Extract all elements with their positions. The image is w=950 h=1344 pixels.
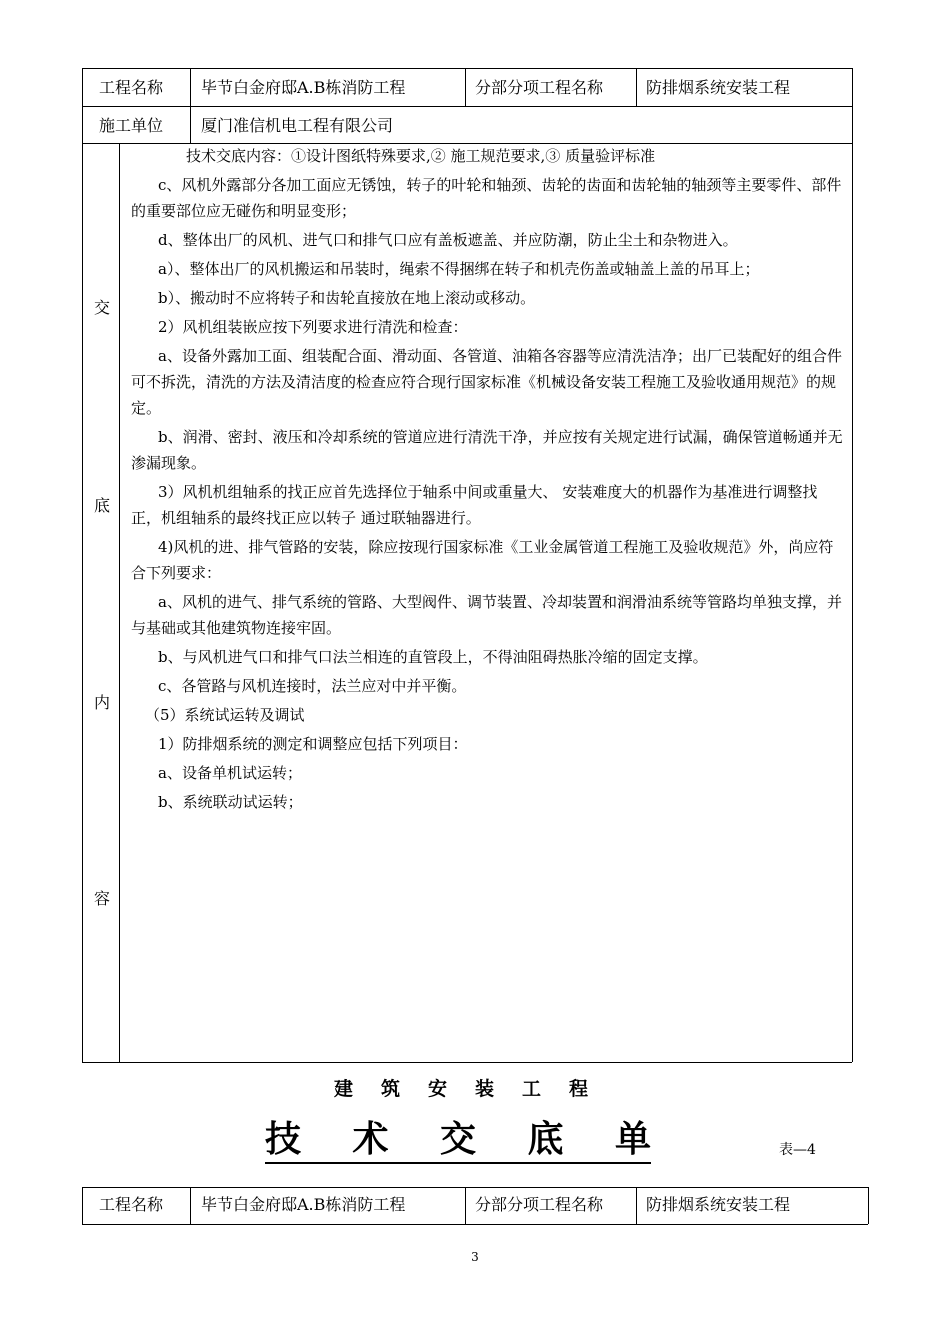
table-col-divider	[465, 68, 466, 106]
content-paragraph: a、设备单机试运转；	[158, 764, 302, 782]
table-col-divider	[190, 1187, 191, 1224]
table-row-divider	[82, 106, 852, 107]
content-paragraph: a、设备外露加工面、组装配合面、滑动面、各管道、油箱各容器等应清洗洁净；出厂已装配好的组合件可不拆洗，清洗的方法及清洁度的检查应符合现行国家标准《机械设备安装工程施工及验收通用规范》的规定。	[131, 347, 842, 417]
content-paragraph: 2）风机组装嵌应按下列要求进行清洗和检查：	[158, 318, 468, 336]
project-name-label: 工程名称	[99, 78, 164, 97]
title-line-2: 技术交底单	[265, 1118, 651, 1164]
table-col-divider	[636, 1187, 637, 1224]
sub-item-value: 防排烟系统安装工程	[646, 78, 791, 97]
content-paragraph: b、润滑、密封、液压和冷却系统的管道应进行清洗干净，并应按有关规定进行试漏，确保管道畅通并无渗漏现象。	[131, 428, 843, 472]
content-paragraph: b、与风机进气口和排气口法兰相连的直管段上，不得油阻碍热胀冷缩的固定支撑。	[158, 648, 708, 666]
table-col-divider	[465, 1187, 466, 1224]
content-paragraph: c、风机外露部分各加工面应无锈蚀，转子的叶轮和轴颈、齿轮的齿面和齿轮轴的轴颈等主要零件、部件的重要部位应无碰伤和明显变形；	[131, 176, 842, 220]
content-paragraph: 1）防排烟系统的测定和调整应包括下列项目：	[158, 735, 468, 753]
sub-item-label: 分部分项工程名称	[475, 1195, 604, 1214]
table-border-bottom	[82, 1062, 852, 1063]
side-label-char: 内	[93, 693, 110, 712]
title-line-1: 建筑安装工程	[333, 1078, 616, 1100]
side-label-char: 容	[93, 889, 110, 908]
page-number: 3	[471, 1250, 479, 1264]
table-border-top	[82, 1187, 868, 1188]
sub-item-label: 分部分项工程名称	[475, 78, 604, 97]
content-paragraph: b）、搬动时不应将转子和齿轮直接放在地上滚动或移动。	[158, 289, 536, 307]
content-paragraph: a、风机的进气、排气系统的管路、大型阀件、调节装置、冷却装置和润滑油系统等管路均单独支撑，并与基础或其他建筑物连接牢固。	[131, 593, 842, 637]
content-paragraph: c、各管路与风机连接时，法兰应对中并平衡。	[158, 677, 467, 695]
content-paragraph: 4)风机的进、排气管路的安装，除应按现行国家标准《工业金属管道工程施工及验收规范》外，尚应符合下列要求：	[131, 538, 834, 582]
content-paragraph: d、整体出厂的风机、进气口和排气口应有盖板遮盖、并应防潮，防止尘土和杂物进入。	[158, 231, 738, 249]
project-name-label: 工程名称	[99, 1195, 164, 1214]
disclosure-content	[131, 143, 845, 815]
content-paragraph: （5）系统试运转及调试	[145, 706, 305, 724]
table-border-top	[82, 68, 852, 69]
content-paragraph: b、系统联动试运转；	[158, 793, 303, 811]
side-label-char: 底	[93, 496, 110, 515]
content-intro: 技术交底内容：①设计图纸特殊要求,② 施工规范要求,③ 质量验评标准	[186, 147, 656, 165]
side-label-char: 交	[93, 298, 110, 317]
content-paragraph: 3）风机机组轴系的找正应首先选择位于轴系中间或重量大、 安装难度大的机器作为基准进行调整找正，机组轴系的最终找正应以转子 通过联轴器进行。	[131, 483, 818, 527]
content-paragraph: a）、整体出厂的风机搬运和吊装时，绳索不得捆绑在转子和机壳伤盖或轴盖上盖的吊耳上；	[158, 260, 760, 278]
table-col-divider	[190, 68, 191, 143]
table-border-left	[82, 68, 83, 1062]
sub-item-value: 防排烟系统安装工程	[646, 1195, 791, 1214]
project-name-value: 毕节白金府邸A.B栋消防工程	[201, 78, 406, 97]
table-border-bottom	[82, 1224, 868, 1225]
form-number: 表—4	[779, 1142, 816, 1158]
table-border-right	[868, 1187, 869, 1224]
table-col-divider	[636, 68, 637, 106]
table-col-divider	[119, 143, 120, 1062]
table-border-right	[852, 68, 853, 1062]
contractor-label: 施工单位	[99, 116, 164, 135]
contractor-value: 厦门准信机电工程有限公司	[201, 116, 394, 135]
table-border-left	[82, 1187, 83, 1224]
project-name-value: 毕节白金府邸A.B栋消防工程	[201, 1195, 406, 1214]
